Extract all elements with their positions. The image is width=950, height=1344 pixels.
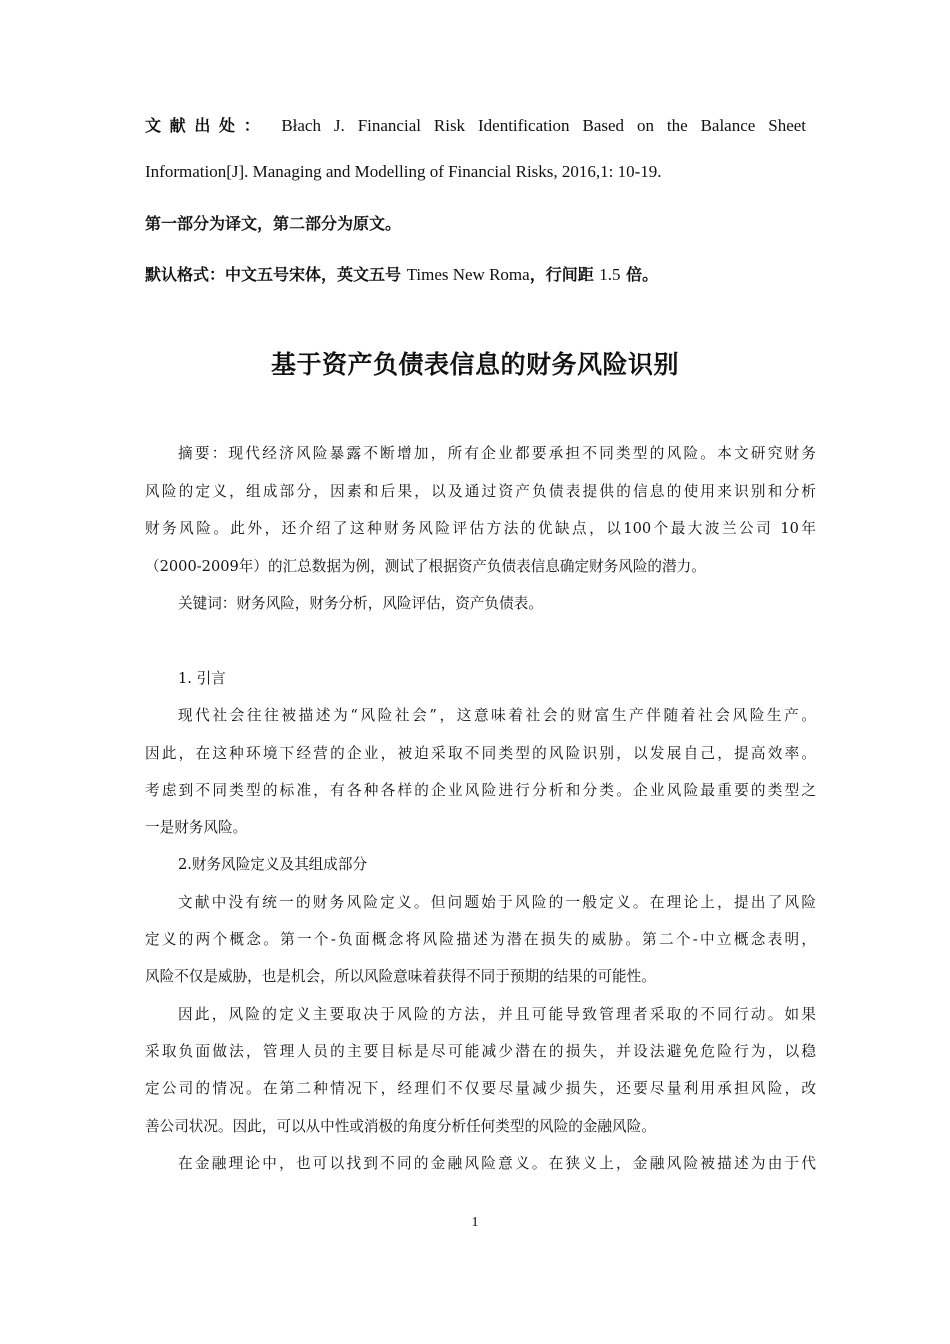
citation-text-1: Błach J. Financial Risk Identification Based on the Balance Sheet [281, 116, 807, 135]
document-title: 基于资产负债表信息的财务风险识别 [270, 350, 679, 379]
abstract-line: 摘要：现代经济风险暴露不断增加，所有企业都要承担不同类型的风险。本文研究财务 [178, 445, 816, 462]
format-spacing: 1.5 [599, 265, 621, 284]
paragraph-line: 善公司状况。因此，可以从中性或消极的角度分析任何类型的风险的金融风险。 [145, 1118, 656, 1135]
citation-text-2: Information[J]. Managing and Modelling of Financial Risks, 2016,1: 10-19. [145, 162, 662, 181]
paragraph-line: 一是财务风险。 [145, 819, 248, 836]
paragraph-line: 定公司的情况。在第二种情况下，经理们不仅要尽量减少损失，还要尽量利用承担风险，改 [145, 1080, 816, 1097]
paragraph-line: 因此，风险的定义主要取决于风险的方法，并且可能导致管理者采取的不同行动。如果 [178, 1006, 816, 1023]
paragraph-line: 文献中没有统一的财务风险定义。但问题始于风险的一般定义。在理论上，提出了风险 [178, 894, 816, 911]
abstract-line: 风险的定义，组成部分，因素和后果，以及通过资产负债表提供的信息的使用来识别和分析 [145, 483, 816, 500]
format-mid: ，行间距 [529, 265, 594, 284]
part-note: 第一部分为译文，第二部分为原文。 [145, 214, 402, 233]
paragraph-line: 现代社会往往被描述为“风险社会”，这意味着社会的财富生产伴随着社会风险生产。 [178, 707, 816, 724]
citation-line-2 [145, 162, 806, 182]
abstract-line: （2000-2009年）的汇总数据为例，测试了根据资产负债表信息确定财务风险的潜力。 [145, 558, 706, 575]
format-font: Times New Roma [406, 265, 530, 284]
paragraph-line: 定义的两个概念。第一个-负面概念将风险描述为潜在损失的威胁。第二个-中立概念表明， [145, 931, 816, 948]
format-label: 默认格式：中文五号宋体，英文五号 [145, 265, 402, 284]
abstract-line: 财务风险。此外，还介绍了这种财务风险评估方法的优缺点，以100个最大波兰公司 10年 [145, 520, 816, 537]
citation-label: 文献出处： [145, 116, 269, 135]
format-note [145, 262, 658, 285]
page-number: 1 [471, 1215, 479, 1230]
citation-line-1 [145, 113, 806, 136]
paragraph-line: 风险不仅是威胁，也是机会，所以风险意味着获得不同于预期的结果的可能性。 [145, 968, 656, 985]
paragraph-line: 因此，在这种环境下经营的企业，被迫采取不同类型的风险识别，以发展自己，提高效率。 [145, 745, 816, 762]
section-heading-intro: 1. 引言 [178, 670, 226, 687]
paragraph-line: 考虑到不同类型的标准，有各种各样的企业风险进行分析和分类。企业风险最重要的类型之 [145, 782, 816, 799]
paragraph-line: 采取负面做法，管理人员的主要目标是尽可能减少潜在的损失，并设法避免危险行为，以稳 [145, 1043, 816, 1060]
paragraph-line: 在金融理论中，也可以找到不同的金融风险意义。在狭义上，金融风险被描述为由于代 [178, 1155, 816, 1172]
keywords: 关键词：财务风险，财务分析，风险评估，资产负债表。 [178, 595, 543, 612]
format-end: 倍。 [626, 265, 659, 284]
section-heading-definition: 2.财务风险定义及其组成部分 [178, 856, 368, 873]
